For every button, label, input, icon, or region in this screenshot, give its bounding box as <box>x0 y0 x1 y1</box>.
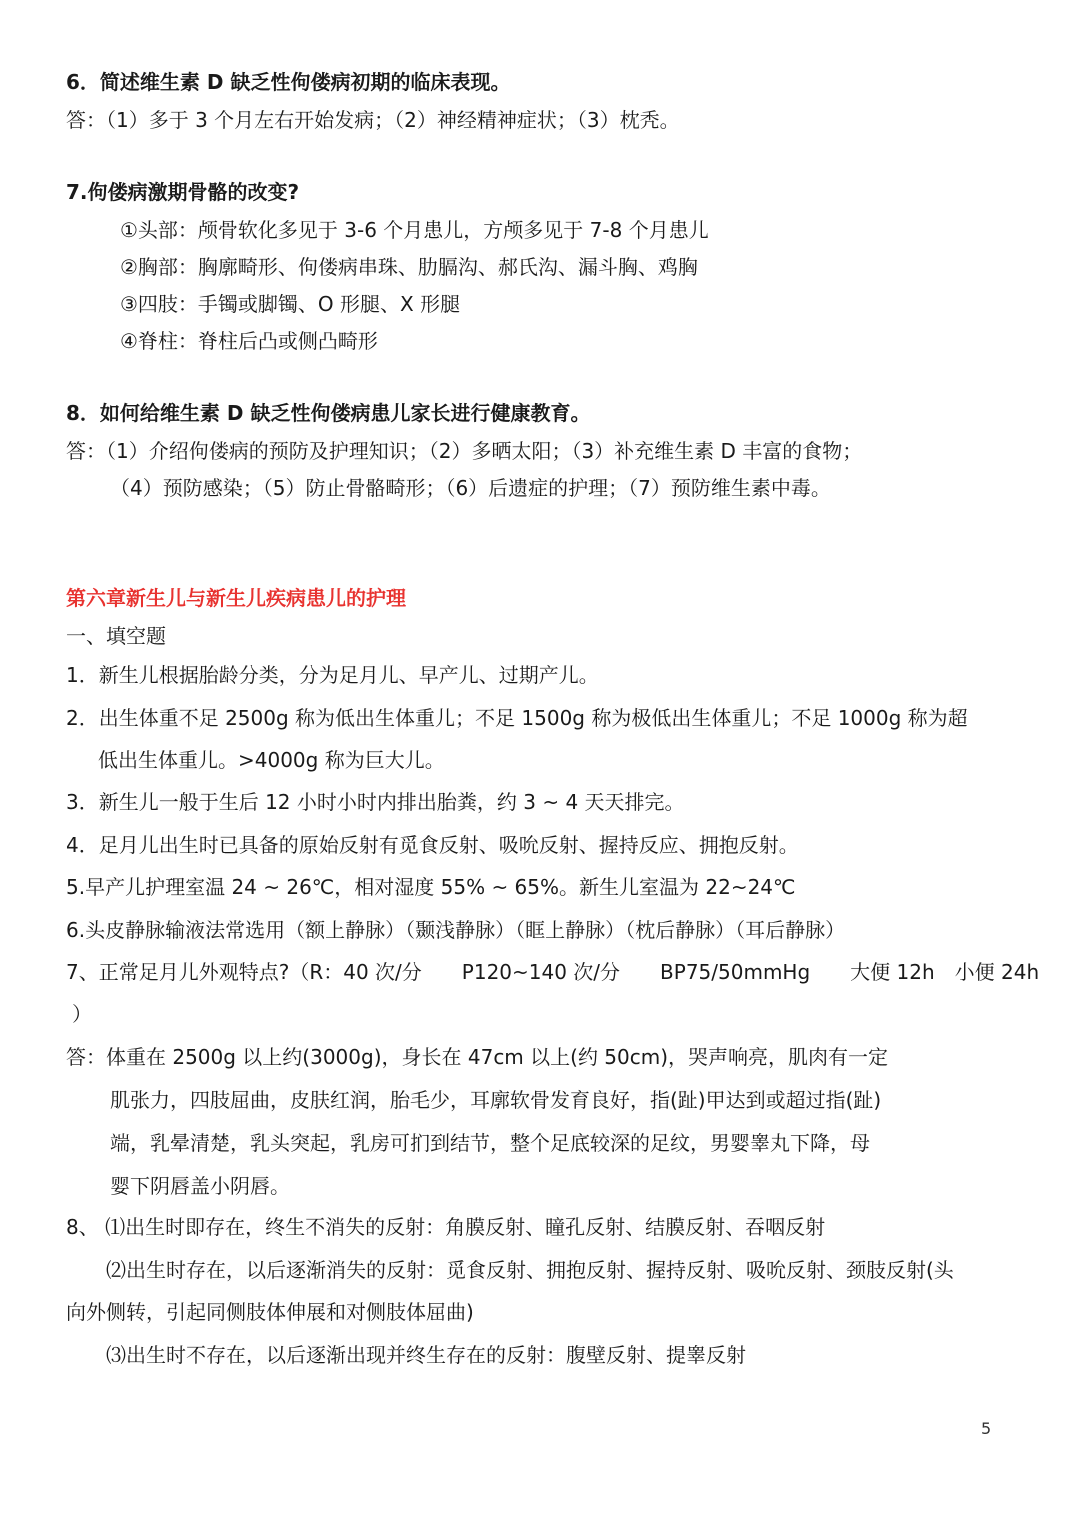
answer-line: 肌张力，四肢屈曲，皮肤红润，胎毛少，耳廓软骨发育良好，指(趾)甲达到或超过指(趾) <box>110 1088 882 1112</box>
question-6-title: 6．简述维生素 D 缺乏性佝偻病初期的临床表现。 <box>66 70 511 94</box>
question-7-title: 7.佝偻病激期骨骼的改变? <box>66 180 300 204</box>
question-6-answer: 答：（1）多于 3 个月左右开始发病；（2）神经精神症状；（3）枕秃。 <box>66 108 680 132</box>
question-7-item: ①头部：颅骨软化多见于 3-6 个月患儿，方颅多见于 7-8 个月患儿 <box>120 218 709 242</box>
section-subheading: 一、填空题 <box>66 624 166 648</box>
answer-line: 答：体重在 2500g 以上约(3000g)，身长在 47cm 以上(约 50cm)，哭声响亮，肌肉有一定 <box>66 1045 889 1069</box>
answer-line: 端，乳晕清楚，乳头突起，乳房可扪到结节，整个足底较深的足纹，男婴睾丸下降，母 <box>110 1131 870 1155</box>
question-7-item: ④脊柱：脊柱后凸或侧凸畸形 <box>120 329 378 353</box>
question-7-item: ③四肢：手镯或脚镯、O 形腿、X 形腿 <box>120 292 461 316</box>
question-8-title: 8．如何给维生素 D 缺乏性佝偻病患儿家长进行健康教育。 <box>66 401 591 425</box>
chapter-heading: 第六章新生儿与新生儿疾病患儿的护理 <box>66 586 406 610</box>
fill-blank-item: 1．新生儿根据胎龄分类，分为足月儿、早产儿、过期产儿。 <box>66 663 599 687</box>
fill-blank-item: 6.头皮静脉输液法常选用（额上静脉）（颞浅静脉）（眶上静脉）（枕后静脉）（耳后静脉） <box>66 918 846 942</box>
fill-blank-item-continued: ） <box>72 1002 92 1026</box>
fill-blank-item: 2．出生体重不足 2500g 称为低出生体重儿；不足 1500g 称为极低出生体重儿；不足 1000g 称为超 <box>66 706 968 730</box>
fill-blank-item: 7、正常足月儿外观特点?（R：40 次/分 P120~140 次/分 BP75/50mmHg 大便 12h 小便 24h <box>66 960 1040 984</box>
question-7-item: ②胸部：胸廓畸形、佝偻病串珠、肋膈沟、郝氏沟、漏斗胸、鸡胸 <box>120 255 698 279</box>
fill-blank-item: 3．新生儿一般于生后 12 小时小时内排出胎粪，约 3 ~ 4 天天排完。 <box>66 790 685 814</box>
reflex-item: ⑵出生时存在，以后逐渐消失的反射：觅食反射、拥抱反射、握持反射、吸吮反射、颈肢反射(头 <box>106 1258 954 1282</box>
fill-blank-item-continued: 低出生体重儿。>4000g 称为巨大儿。 <box>98 748 445 772</box>
reflex-item: ⑶出生时不存在，以后逐渐出现并终生存在的反射：腹壁反射、提睾反射 <box>106 1343 746 1367</box>
answer-line: 婴下阴唇盖小阴唇。 <box>110 1174 290 1198</box>
question-8-answer-line: 答：（1）介绍佝偻病的预防及护理知识；（2）多晒太阳；（3）补充维生素 D 丰富的食物； <box>66 439 863 463</box>
reflex-item: 8、 ⑴出生时即存在，终生不消失的反射：角膜反射、瞳孔反射、结膜反射、吞咽反射 <box>66 1215 826 1239</box>
fill-blank-item: 4．足月儿出生时已具备的原始反射有觅食反射、吸吮反射、握持反应、拥抱反射。 <box>66 833 799 857</box>
page-number: 5 <box>981 1419 992 1438</box>
reflex-item-continued: 向外侧转，引起同侧肢体伸展和对侧肢体屈曲) <box>66 1300 474 1324</box>
question-8-answer-line: （4）预防感染；（5）防止骨骼畸形；（6）后遗症的护理；（7）预防维生素中毒。 <box>110 476 831 500</box>
fill-blank-item: 5.早产儿护理室温 24 ~ 26℃，相对湿度 55% ~ 65%。新生儿室温为 22~24℃ <box>66 875 796 899</box>
